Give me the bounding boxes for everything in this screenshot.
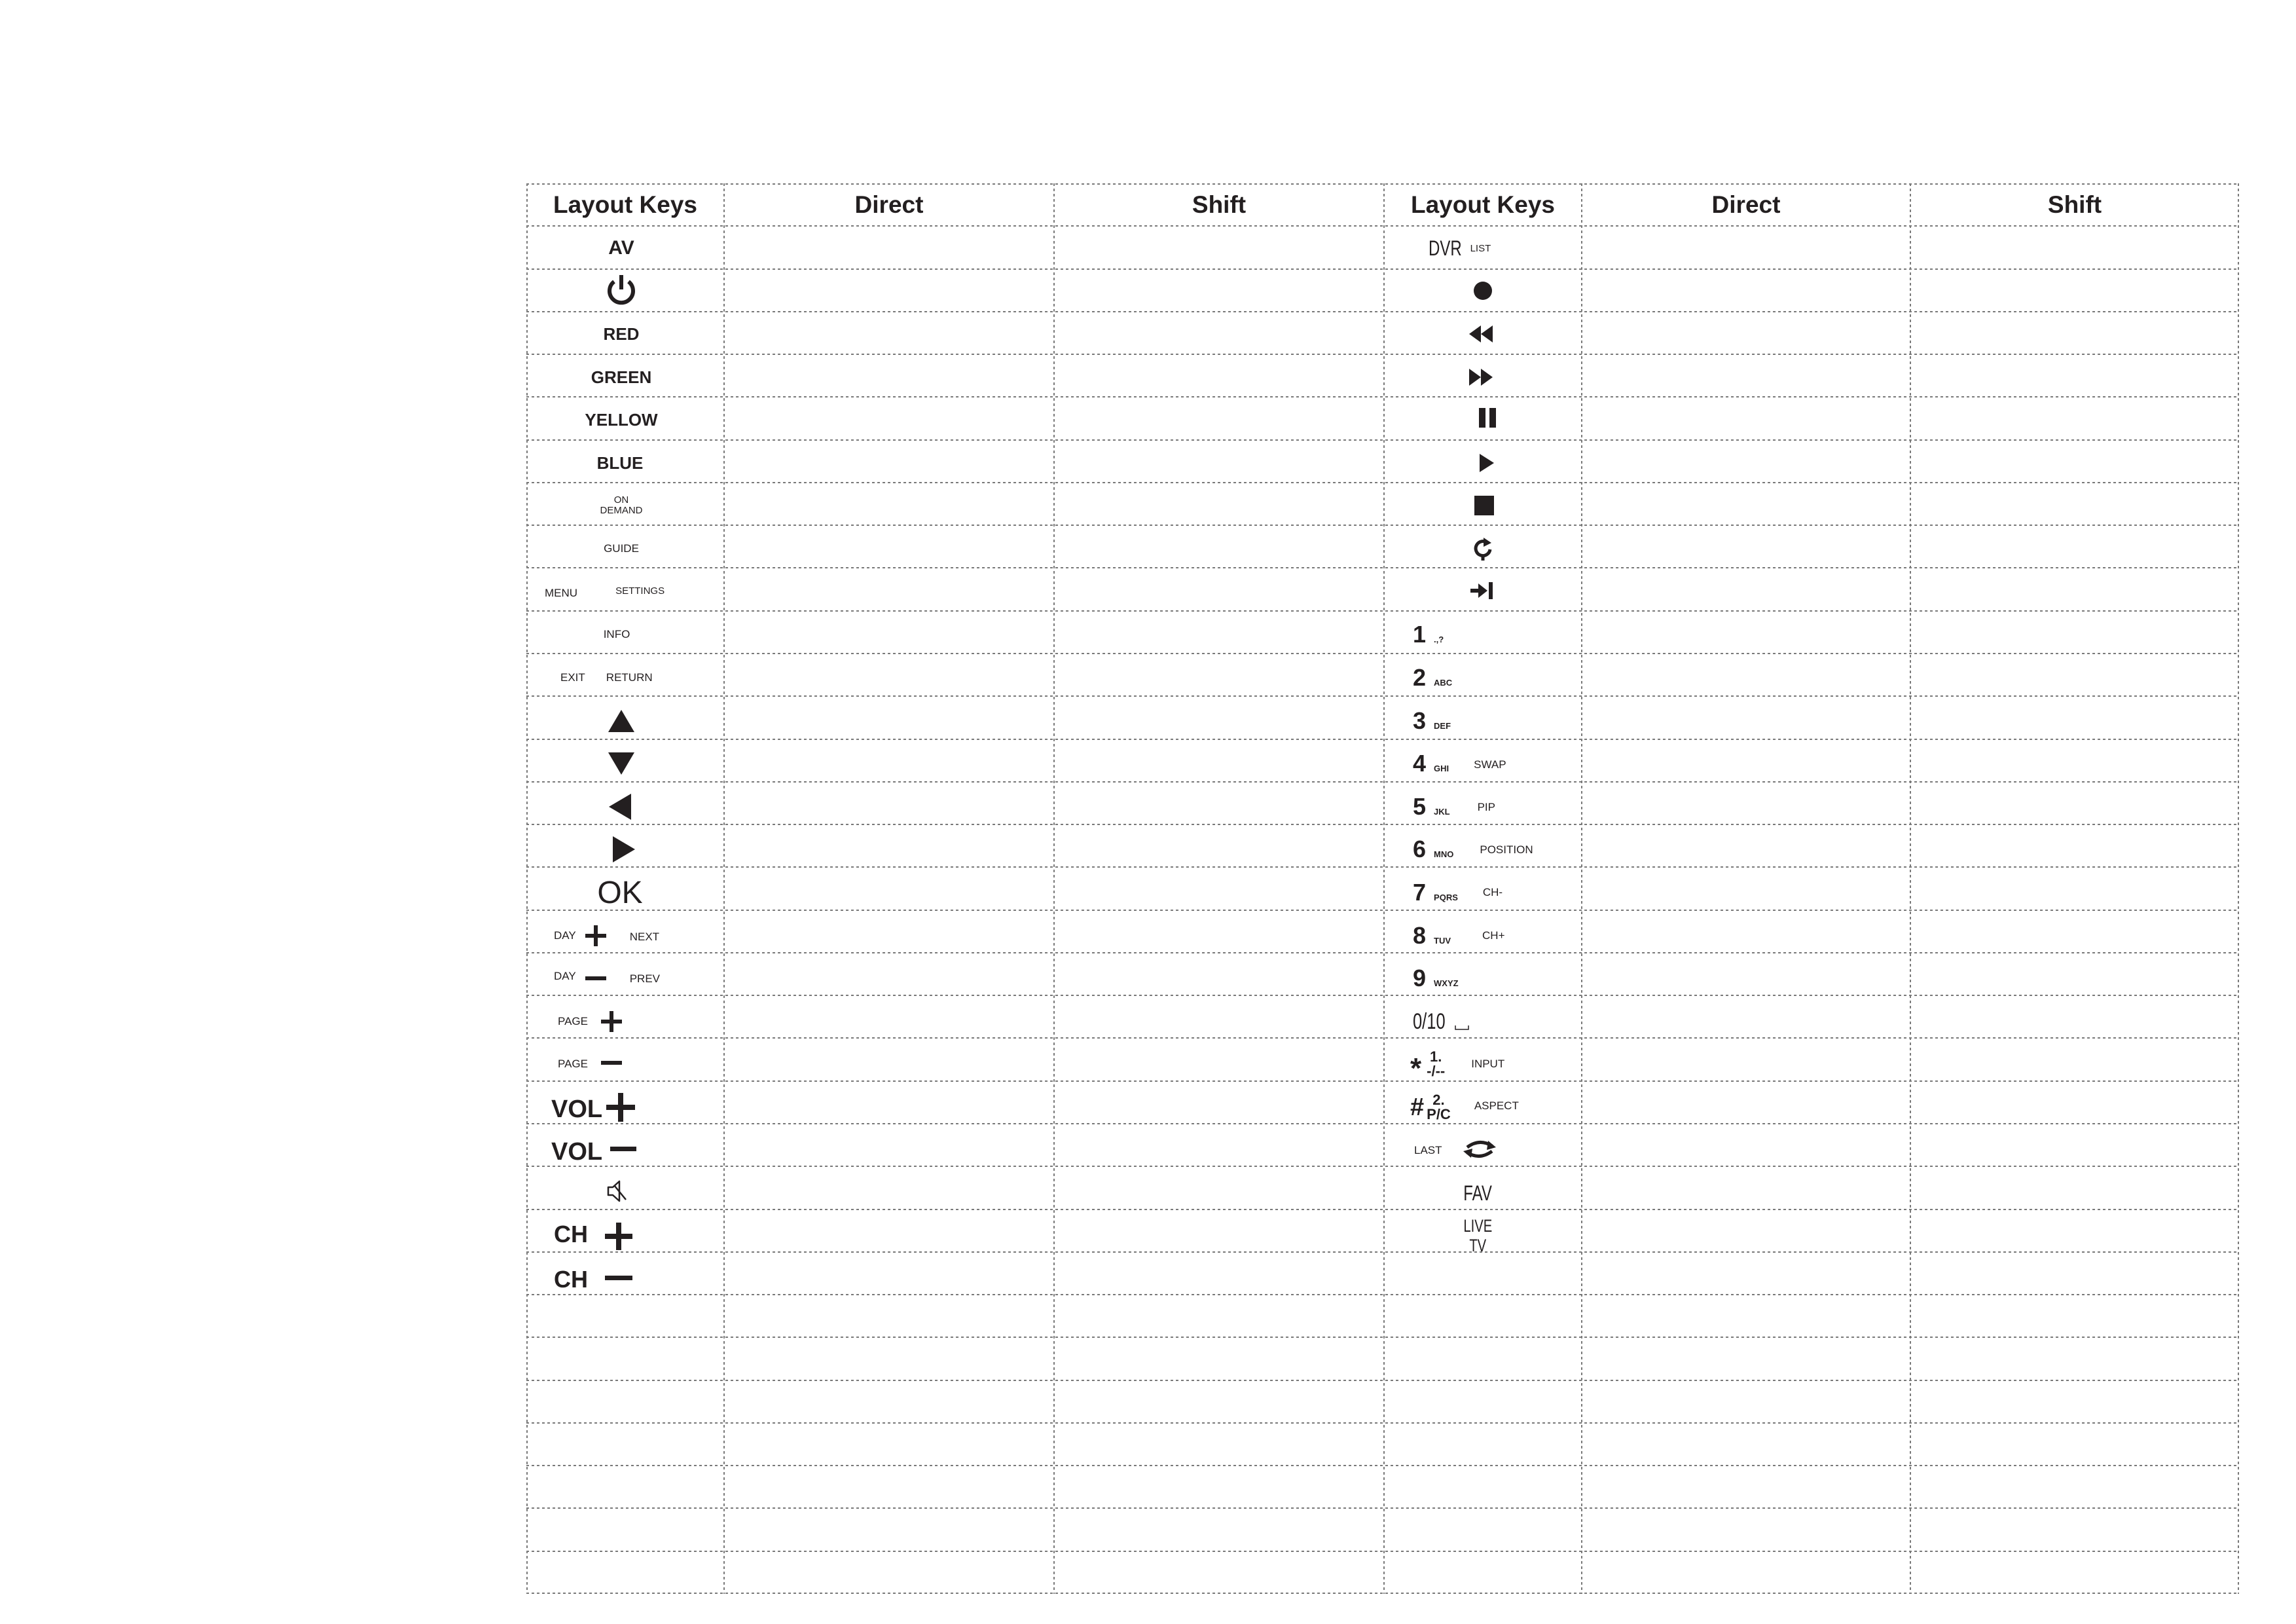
minus-icon — [605, 1276, 632, 1280]
key-letters: JKL — [1434, 806, 1450, 817]
key-label: CH — [554, 1221, 588, 1247]
key-page-minus — [526, 1043, 724, 1086]
key-label: GREEN — [591, 367, 652, 387]
key-menu-settings — [526, 570, 724, 614]
key-shift-label: SWAP — [1474, 758, 1506, 771]
key-digit: 8 — [1413, 922, 1427, 949]
key-label: MENU — [545, 587, 578, 599]
key-hash-aspect — [1384, 1086, 1582, 1129]
key-shift-label: SETTINGS — [615, 585, 665, 597]
key-digit: 1 — [1413, 621, 1427, 648]
key-label: FAV — [1463, 1181, 1492, 1205]
mute-icon — [606, 1179, 629, 1203]
key-red — [526, 312, 724, 356]
play-icon — [1478, 453, 1495, 473]
key-power — [526, 269, 724, 312]
plus-icon — [605, 1223, 632, 1250]
key-label: VOL — [551, 1095, 603, 1123]
key-digit: 7 — [1413, 879, 1427, 906]
plus-icon — [585, 925, 606, 946]
key-label: PAGE — [558, 1058, 588, 1070]
minus-icon — [601, 1061, 622, 1065]
space-icon — [1455, 1025, 1469, 1031]
key-label: YELLOW — [585, 409, 658, 430]
key-rewind — [1384, 312, 1582, 356]
key-alt-top: 1. — [1429, 1048, 1442, 1065]
key-dvr-list — [1384, 227, 1582, 270]
arrow-left-icon — [608, 792, 632, 821]
key-av — [526, 227, 724, 270]
key-shift-label: CH+ — [1482, 929, 1505, 942]
key-label: BLUE — [596, 452, 644, 473]
key-digit: 0/10 — [1413, 1008, 1446, 1034]
rewind-icon — [1468, 324, 1494, 344]
key-fast-forward — [1384, 356, 1582, 399]
key-label: INFO — [603, 628, 630, 640]
key-3 — [1384, 699, 1582, 743]
key-label: DVR — [1429, 236, 1462, 260]
key-record — [1384, 269, 1582, 312]
key-ch-minus — [526, 1257, 724, 1301]
key-shift-label: ASPECT — [1474, 1099, 1519, 1112]
key-vol-minus — [526, 1129, 724, 1172]
header-direct-left: Direct — [854, 191, 924, 218]
fast-forward-icon — [1468, 367, 1494, 387]
arrow-up-icon — [607, 709, 636, 733]
key-on-demand — [526, 484, 724, 527]
key-8 — [1384, 914, 1582, 957]
key-7 — [1384, 871, 1582, 914]
arrow-right-icon — [611, 835, 636, 864]
key-shift-label: RETURN — [606, 671, 653, 684]
key-play — [1384, 441, 1582, 485]
key-label-line2: DEMAND — [600, 505, 643, 516]
key-digit: 2 — [1413, 664, 1427, 691]
pause-icon — [1478, 408, 1497, 428]
plus-icon — [606, 1093, 635, 1122]
minus-icon — [610, 1147, 636, 1151]
stop-icon — [1474, 496, 1494, 515]
key-star-input — [1384, 1043, 1582, 1086]
key-shift-label: CH- — [1482, 886, 1503, 898]
key-label: CH — [554, 1266, 588, 1293]
key-mute — [526, 1172, 724, 1215]
key-label: DAY — [554, 970, 576, 982]
key-vol-plus — [526, 1086, 724, 1129]
key-digit: 6 — [1413, 836, 1427, 862]
key-shift-label: LIST — [1470, 242, 1491, 254]
table-grid — [526, 183, 2239, 1594]
key-digit: # — [1410, 1093, 1425, 1121]
key-label: PAGE — [558, 1015, 588, 1027]
key-letters: .,? — [1434, 634, 1444, 644]
key-fav — [1384, 1172, 1582, 1215]
key-label: LAST — [1414, 1144, 1442, 1156]
minus-icon — [585, 976, 606, 980]
replay-icon — [1472, 536, 1494, 561]
key-label: DAY — [554, 929, 576, 942]
key-label: RED — [603, 323, 640, 344]
key-skip — [1384, 570, 1582, 614]
key-ch-plus — [526, 1215, 724, 1258]
key-guide — [526, 527, 724, 570]
key-letters: TUV — [1434, 935, 1451, 946]
key-5 — [1384, 785, 1582, 828]
key-0-10 — [1384, 1000, 1582, 1043]
key-label: AV — [608, 237, 634, 259]
key-digit: 5 — [1413, 793, 1427, 820]
key-label: EXIT — [560, 671, 585, 684]
key-right — [526, 828, 724, 871]
key-letters: DEF — [1434, 720, 1451, 731]
key-stop — [1384, 484, 1582, 527]
header-direct-right: Direct — [1711, 191, 1781, 218]
record-icon — [1473, 281, 1493, 301]
key-down — [526, 742, 724, 785]
skip-icon — [1469, 581, 1495, 600]
key-2 — [1384, 656, 1582, 699]
key-shift-label: PREV — [629, 972, 660, 985]
key-yellow — [526, 398, 724, 441]
key-page-plus — [526, 1000, 724, 1043]
key-ok — [526, 871, 724, 914]
key-letters: PQRS — [1434, 892, 1458, 902]
key-digit: 3 — [1413, 707, 1427, 734]
key-label: VOL — [551, 1137, 603, 1166]
key-label-line2: TV — [1469, 1236, 1486, 1255]
key-shift-label: POSITION — [1480, 843, 1533, 856]
header-layout-keys-left: Layout Keys — [553, 191, 697, 218]
plus-icon — [601, 1011, 622, 1032]
key-mapping-sheet — [526, 183, 2239, 1594]
key-exit-return — [526, 656, 724, 699]
key-label-line1: ON — [613, 494, 629, 506]
key-alt-bottom: P/C — [1427, 1106, 1451, 1122]
header-shift-right: Shift — [2047, 191, 2102, 218]
key-letters: ABC — [1434, 677, 1453, 688]
key-left — [526, 785, 724, 828]
key-shift-label: INPUT — [1471, 1058, 1505, 1070]
key-label — [1459, 1217, 1497, 1255]
key-info — [526, 613, 724, 656]
key-1 — [1384, 613, 1582, 656]
key-letters: GHI — [1434, 763, 1449, 773]
swap-arrows-icon — [1462, 1139, 1497, 1159]
key-shift-label: PIP — [1477, 801, 1495, 813]
key-pause — [1384, 398, 1582, 441]
header-layout-keys-right: Layout Keys — [1410, 191, 1555, 218]
key-alt-labels — [1427, 1050, 1445, 1079]
key-alt-labels — [1427, 1093, 1451, 1122]
key-live-tv — [1384, 1215, 1582, 1258]
key-digit: 9 — [1413, 965, 1427, 991]
key-letters: WXYZ — [1434, 978, 1459, 988]
key-label: OK — [597, 875, 643, 910]
key-day-minus-prev — [526, 957, 724, 1000]
key-green — [526, 356, 724, 399]
key-shift-label: NEXT — [629, 931, 660, 943]
key-digit: 4 — [1413, 750, 1427, 777]
key-6 — [1384, 828, 1582, 871]
key-alt-bottom: -/-- — [1427, 1063, 1446, 1079]
key-up — [526, 699, 724, 743]
key-label: GUIDE — [604, 542, 639, 555]
header-shift-left: Shift — [1192, 191, 1247, 218]
arrow-down-icon — [607, 751, 636, 776]
key-blue — [526, 441, 724, 485]
key-digit: * — [1410, 1052, 1422, 1084]
key-alt-top: 2. — [1432, 1092, 1445, 1108]
power-icon — [605, 274, 638, 308]
key-4 — [1384, 742, 1582, 785]
key-last — [1384, 1129, 1582, 1172]
key-replay — [1384, 527, 1582, 570]
key-label — [600, 495, 642, 516]
key-label-line1: LIVE — [1463, 1216, 1492, 1236]
key-letters: MNO — [1434, 849, 1454, 859]
key-9 — [1384, 957, 1582, 1000]
key-day-plus-next — [526, 914, 724, 957]
